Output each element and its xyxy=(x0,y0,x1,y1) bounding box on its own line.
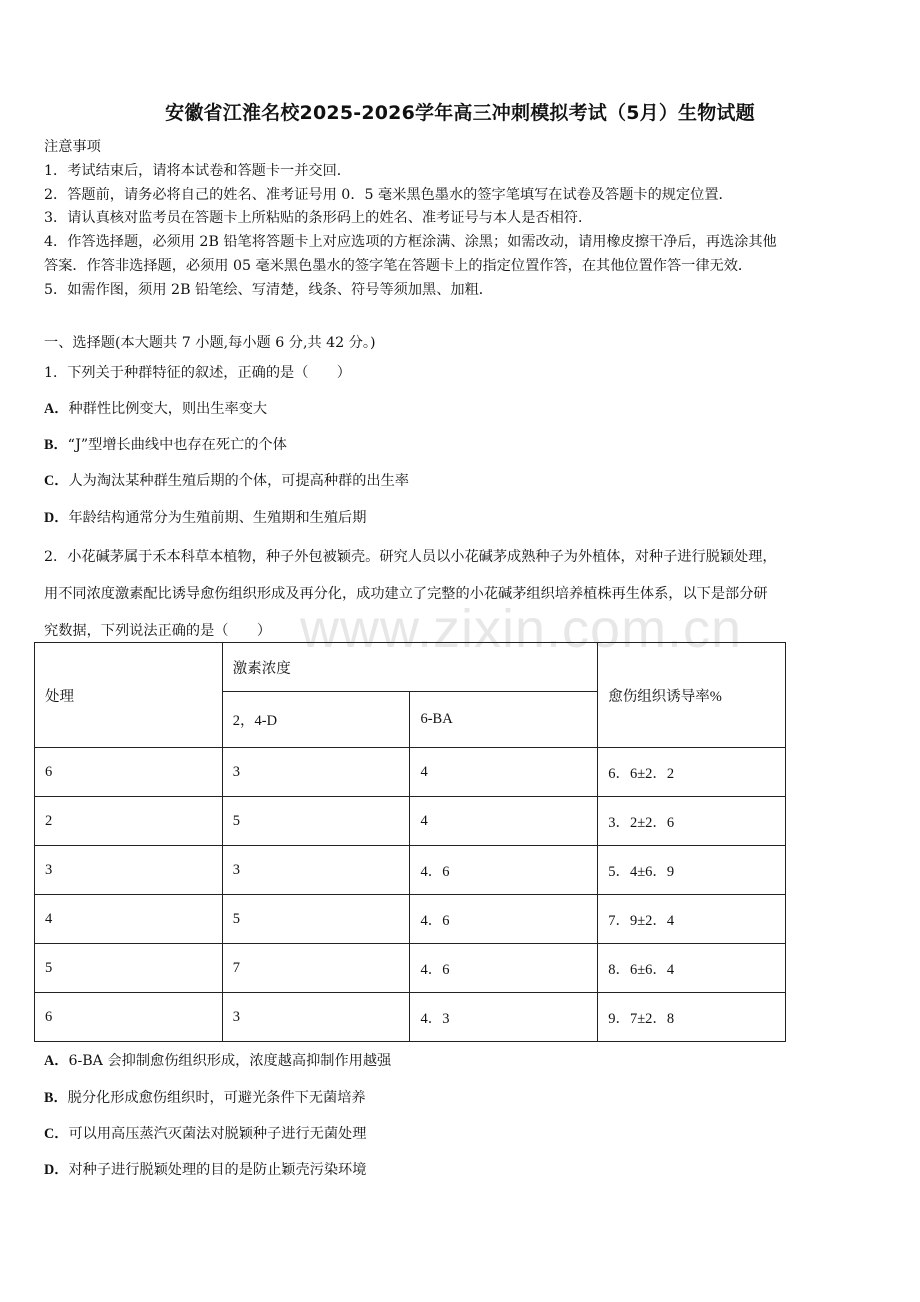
cell-rate: 8．6±6．4 xyxy=(598,944,786,993)
table-row xyxy=(35,846,786,895)
option-text: 脱分化形成愈伤组织时，可避光条件下无菌培养 xyxy=(67,1090,366,1106)
cell-6ba: 4．3 xyxy=(410,993,598,1042)
option-letter: B． xyxy=(44,437,68,453)
option-letter: D． xyxy=(44,1162,69,1178)
option-text: 人为淘汰某种群生殖后期的个体，可提高种群的出生率 xyxy=(68,473,409,489)
q2-option-d[interactable] xyxy=(44,1159,366,1179)
option-text: 可以用高压蒸汽灭菌法对脱颖种子进行无菌处理 xyxy=(68,1126,367,1142)
exam-notes xyxy=(44,136,884,303)
cell-treatment: 6 xyxy=(35,748,223,797)
note-item: 4．作答选择题，必须用 2B 铅笔将答题卡上对应选项的方框涂满、涂黑；如需改动，请用橡皮擦干净后，再选涂其他 xyxy=(44,234,777,251)
header-treatment: 处理 xyxy=(35,643,223,748)
cell-24d: 7 xyxy=(222,944,410,993)
note-item: 2．答题前，请务必将自己的姓名、准考证号用 0．5 毫米黑色墨水的签字笔填写在试卷及答题卡的规定位置． xyxy=(44,186,733,203)
q2-stem-line: 究数据，下列说法正确的是（ ） xyxy=(44,623,272,639)
cell-treatment: 4 xyxy=(35,895,223,944)
q1-option-d[interactable] xyxy=(44,507,366,527)
q2-option-a[interactable] xyxy=(44,1050,391,1070)
note-item: 5．如需作图，须用 2B 铅笔绘、写清楚，线条、符号等须加黑、加粗． xyxy=(44,281,493,298)
q2-stem-line: 用不同浓度激素配比诱导愈伤组织形成及再分化，成功建立了完整的小花碱茅组织培养植株再生体系，以下是部分研 xyxy=(44,586,768,602)
cell-rate: 6．6±2．2 xyxy=(598,748,786,797)
cell-rate: 7．9±2．4 xyxy=(598,895,786,944)
option-letter: D． xyxy=(44,510,69,526)
option-letter: A． xyxy=(44,1053,69,1069)
data-table xyxy=(34,642,786,1042)
cell-6ba: 4 xyxy=(410,797,598,846)
option-text: 对种子进行脱颖处理的目的是防止颖壳污染环境 xyxy=(68,1162,367,1178)
cell-24d: 5 xyxy=(222,895,410,944)
option-text: 6-BA 会抑制愈伤组织形成，浓度越高抑制作用越强 xyxy=(68,1053,392,1069)
option-text: 种群性比例变大，则出生率变大 xyxy=(68,401,268,417)
cell-24d: 3 xyxy=(222,993,410,1042)
option-letter: B． xyxy=(44,1090,68,1106)
table-row xyxy=(35,895,786,944)
option-letter: C． xyxy=(44,1126,69,1142)
q2-stem-line: 2．小花碱茅属于禾本科草本植物，种子外包被颖壳。研究人员以小花碱茅成熟种子为外植体，对种子进行脱颖处理， xyxy=(44,549,777,565)
notes-heading: 注意事项 xyxy=(44,139,101,155)
cell-rate: 3．2±2．6 xyxy=(598,797,786,846)
cell-treatment: 6 xyxy=(35,993,223,1042)
table-row xyxy=(35,944,786,993)
table-row xyxy=(35,797,786,846)
cell-6ba: 4 xyxy=(410,748,598,797)
cell-6ba: 4．6 xyxy=(410,895,598,944)
q1-option-b[interactable] xyxy=(44,434,287,454)
watermark: www.zixin.com.cn xyxy=(300,599,743,659)
q2-option-b[interactable] xyxy=(44,1087,366,1107)
table-row xyxy=(35,748,786,797)
option-text: “J”型增长曲线中也存在死亡的个体 xyxy=(67,437,287,453)
cell-rate: 9．7±2．8 xyxy=(598,993,786,1042)
table-row xyxy=(35,993,786,1042)
q2-stem xyxy=(44,539,880,650)
exam-title: 安徽省江淮名校2025-2026学年高三冲刺模拟考试（5月）生物试题 xyxy=(165,102,755,124)
section-heading: 一、选择题(本大题共 7 小题,每小题 6 分,共 42 分。) xyxy=(44,335,376,351)
cell-rate: 5．4±6．9 xyxy=(598,846,786,895)
cell-6ba: 4．6 xyxy=(410,944,598,993)
header-induction-rate: 愈伤组织诱导率% xyxy=(598,643,786,748)
header-6ba: 6-BA xyxy=(410,692,598,748)
cell-24d: 3 xyxy=(222,846,410,895)
cell-treatment: 5 xyxy=(35,944,223,993)
q1-option-c[interactable] xyxy=(44,470,409,490)
cell-treatment: 3 xyxy=(35,846,223,895)
option-letter: A． xyxy=(44,401,69,417)
header-hormone-concentration: 激素浓度 xyxy=(222,643,597,692)
note-item: 3．请认真核对监考员在答题卡上所粘贴的条形码上的姓名、准考证号与本人是否相符． xyxy=(44,210,593,227)
note-item: 答案．作答非选择题，必须用 05 毫米黑色墨水的签字笔在答题卡上的指定位置作答，在其他位置作答一律无效． xyxy=(44,257,753,274)
cell-24d: 3 xyxy=(222,748,410,797)
q2-option-c[interactable] xyxy=(44,1123,366,1143)
note-item: 1．考试结束后，请将本试卷和答题卡一并交回． xyxy=(44,162,351,179)
cell-treatment: 2 xyxy=(35,797,223,846)
cell-24d: 5 xyxy=(222,797,410,846)
q1-option-a[interactable] xyxy=(44,398,267,418)
q1-stem: 1．下列关于种群特征的叙述，正确的是（ ） xyxy=(44,365,351,381)
header-24d: 2，4-D xyxy=(222,692,410,748)
option-letter: C． xyxy=(44,473,69,489)
cell-6ba: 4．6 xyxy=(410,846,598,895)
option-text: 年龄结构通常分为生殖前期、生殖期和生殖后期 xyxy=(68,510,367,526)
